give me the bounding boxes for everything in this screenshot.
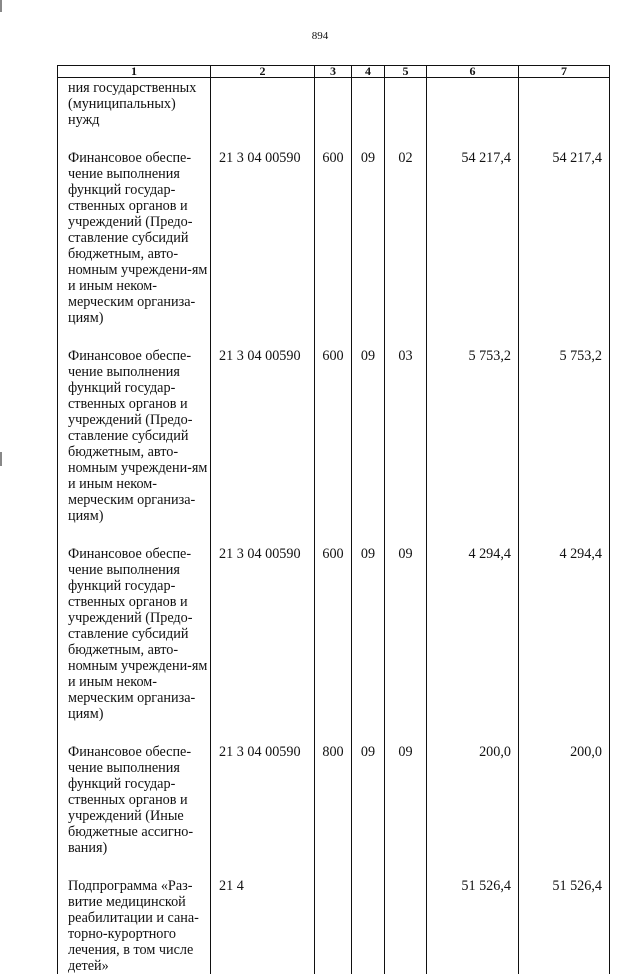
row-name: ния государственных (муниципальных) нужд [58, 78, 211, 129]
column-header: 5 [385, 66, 427, 78]
row-col4 [352, 78, 385, 129]
column-header: 2 [211, 66, 315, 78]
row-name: Подпрограмма «Раз-витие медицинской реабилитации и сана-торно-курортного лечения, в том числе детей» [58, 856, 211, 974]
row-col5 [385, 78, 427, 129]
row-col5: 02 [385, 128, 427, 326]
row-col5: 09 [385, 524, 427, 722]
row-code: 21 3 04 00590 [211, 722, 315, 856]
row-col5: 09 [385, 722, 427, 856]
row-col4: 09 [352, 326, 385, 524]
table-row [58, 856, 610, 974]
table-row [58, 78, 610, 129]
row-col5: 03 [385, 326, 427, 524]
row-code [211, 78, 315, 129]
row-col6: 5 753,2 [427, 326, 519, 524]
row-col7: 5 753,2 [519, 326, 610, 524]
table-row [58, 128, 610, 326]
row-code: 21 4 [211, 856, 315, 974]
row-col6: 200,0 [427, 722, 519, 856]
row-col3: 600 [315, 326, 352, 524]
column-header: 1 [58, 66, 211, 78]
row-name: Финансовое обеспе-чение выполнения функций государ-ственных органов и учреждений (Предо-ставление субсидий бюджетным, авто-номным учреждени-ям и иным неком-мерческим организа-циям) [58, 128, 211, 326]
row-col3 [315, 856, 352, 974]
row-col4 [352, 856, 385, 974]
row-col7: 51 526,4 [519, 856, 610, 974]
row-col7: 54 217,4 [519, 128, 610, 326]
column-header: 4 [352, 66, 385, 78]
column-header: 3 [315, 66, 352, 78]
row-name: Финансовое обеспе-чение выполнения функций государ-ственных органов и учреждений (Предо-ставление субсидий бюджетным, авто-номным учреждени-ям и иным неком-мерческим организа-циям) [58, 326, 211, 524]
row-name: Финансовое обеспе-чение выполнения функций государ-ственных органов и учреждений (Иные бюджетные ассигно-вания) [58, 722, 211, 856]
row-col6: 51 526,4 [427, 856, 519, 974]
page-number: 894 [311, 30, 329, 42]
table-header-row [58, 66, 610, 78]
row-col6: 4 294,4 [427, 524, 519, 722]
row-code: 21 3 04 00590 [211, 128, 315, 326]
row-col4: 09 [352, 524, 385, 722]
row-code: 21 3 04 00590 [211, 326, 315, 524]
row-col3: 600 [315, 524, 352, 722]
row-col6: 54 217,4 [427, 128, 519, 326]
row-code: 21 3 04 00590 [211, 524, 315, 722]
row-col4: 09 [352, 722, 385, 856]
row-col7 [519, 78, 610, 129]
table-row [58, 722, 610, 856]
row-col4: 09 [352, 128, 385, 326]
row-col7: 4 294,4 [519, 524, 610, 722]
table-row [58, 524, 610, 722]
row-col3 [315, 78, 352, 129]
row-col3: 800 [315, 722, 352, 856]
budget-table [57, 65, 610, 974]
column-header: 6 [427, 66, 519, 78]
table-row [58, 326, 610, 524]
scan-mark-top [0, 0, 2, 12]
row-col6 [427, 78, 519, 129]
column-header: 7 [519, 66, 610, 78]
row-col7: 200,0 [519, 722, 610, 856]
scan-mark-middle [0, 452, 2, 466]
row-name: Финансовое обеспе-чение выполнения функций государ-ственных органов и учреждений (Предо-ставление субсидий бюджетным, авто-номным учреждени-ям и иным неком-мерческим организа-циям) [58, 524, 211, 722]
budget-table-container [57, 64, 609, 974]
row-col5 [385, 856, 427, 974]
row-col3: 600 [315, 128, 352, 326]
